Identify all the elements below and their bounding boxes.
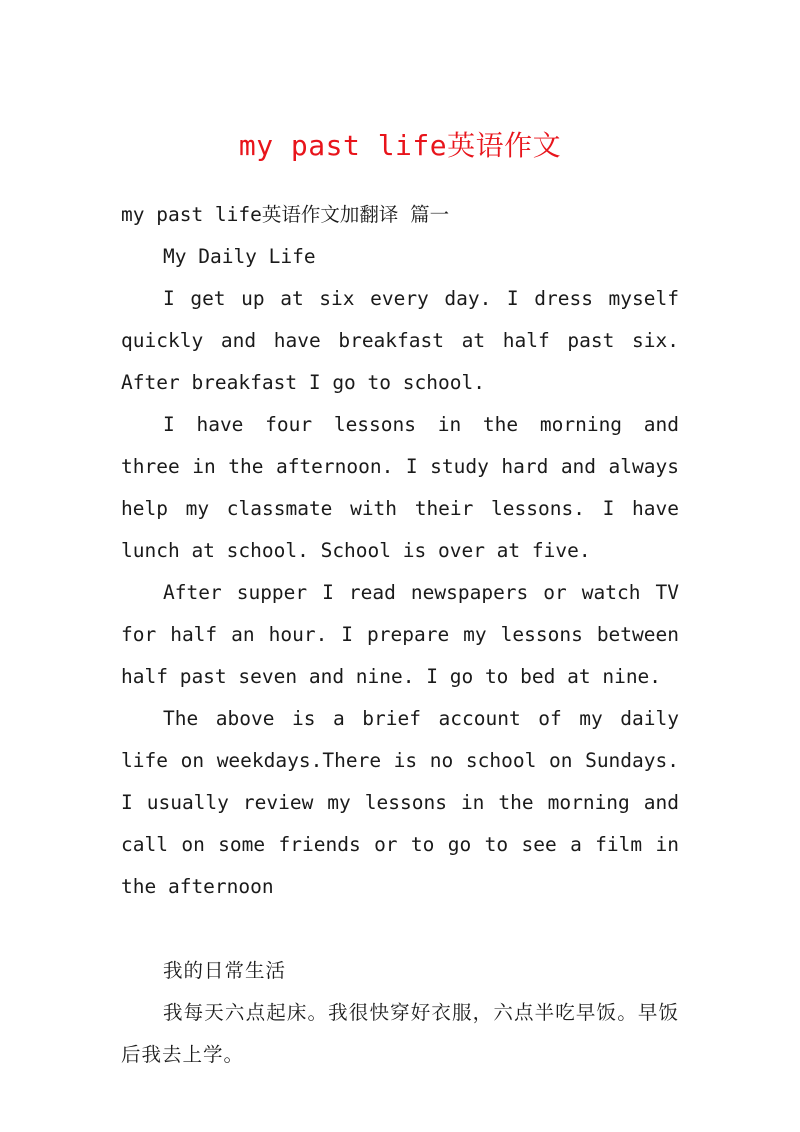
document-title: my past life英语作文 bbox=[238, 129, 562, 162]
blank-line bbox=[121, 908, 679, 950]
section-subtitle: my past life英语作文加翻译 篇一 bbox=[121, 203, 450, 226]
paragraph-en: I get up at six every day. I dress myself quickly and have breakfast at half past six. After breakfast I go to school. bbox=[121, 287, 679, 394]
paragraph-cn: 我每天六点起床。我很快穿好衣服，六点半吃早饭。早饭后我去上学。 bbox=[121, 1001, 679, 1066]
paragraph-en: The above is a brief account of my daily life on weekdays.There is no school on Sundays. I usually review my lessons in the morning and call on some friends or to go to see a film in the afternoon bbox=[121, 707, 679, 898]
document-body bbox=[121, 194, 679, 1076]
essay-title-cn: 我的日常生活 bbox=[163, 959, 287, 982]
essay-title-en: My Daily Life bbox=[163, 245, 316, 268]
paragraph-en: I have four lessons in the morning and three in the afternoon. I study hard and always help my classmate with their lessons. I have lunch at school. School is over at five. bbox=[121, 413, 679, 562]
paragraph-en: After supper I read newspapers or watch TV for half an hour. I prepare my lessons between half past seven and nine. I go to bed at nine. bbox=[121, 581, 679, 688]
